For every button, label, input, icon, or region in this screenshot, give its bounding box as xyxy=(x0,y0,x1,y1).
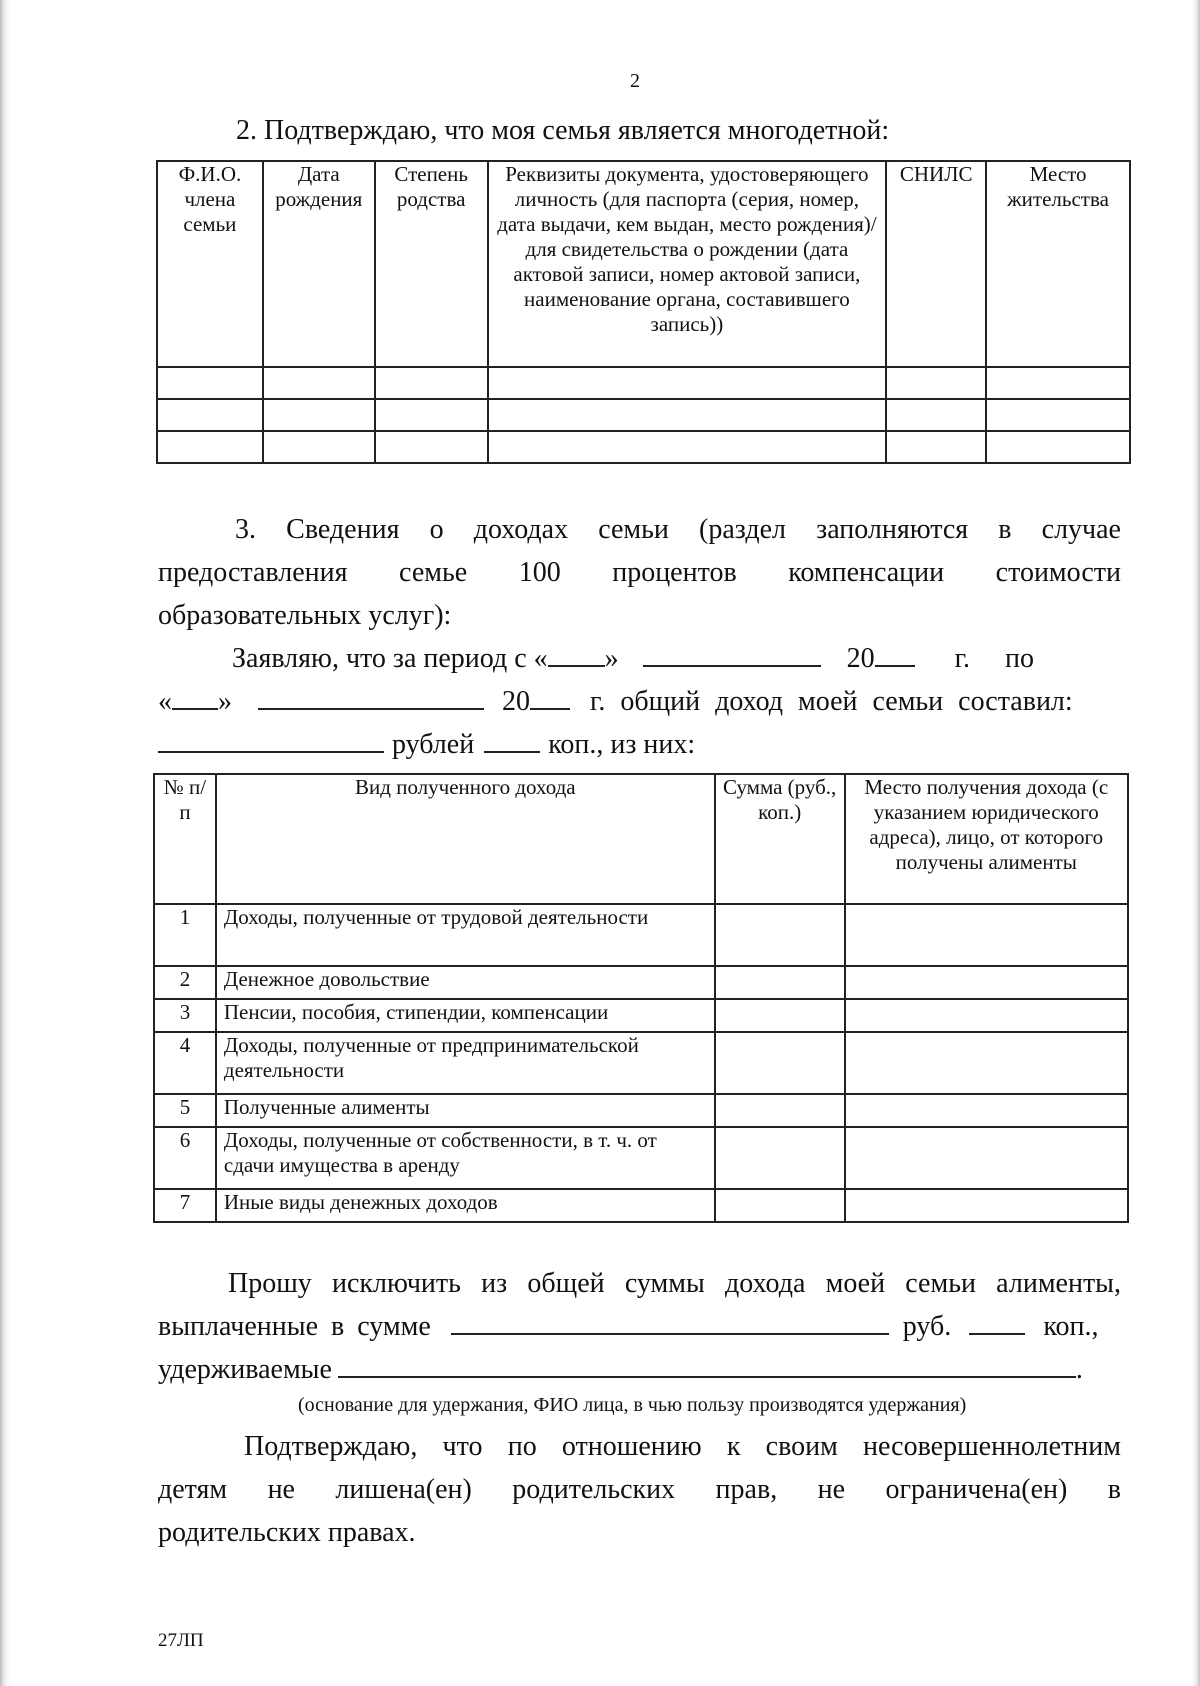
confirm-line3: родительских правах. xyxy=(158,1517,416,1548)
table-row xyxy=(154,904,1128,966)
cell[interactable] xyxy=(263,367,375,399)
place-cell[interactable] xyxy=(845,999,1128,1032)
row-number: 2 xyxy=(154,966,216,999)
total-kopecks-blank[interactable] xyxy=(484,723,540,753)
confirm-line1: Подтверждаю, что по отношению к своим несовершеннолетним xyxy=(244,1431,1121,1462)
table-row xyxy=(154,1094,1128,1127)
cell[interactable] xyxy=(986,399,1130,431)
period-to-month-blank[interactable] xyxy=(258,680,484,710)
col-sum: Сумма (руб., коп.) xyxy=(715,774,845,904)
col-birthdate: Дата рождения xyxy=(263,161,375,367)
cell[interactable] xyxy=(263,431,375,463)
page-number: 2 xyxy=(630,70,640,92)
income-type-label: Доходы, полученные от трудовой деятельности xyxy=(216,904,715,966)
period-from-label: Заявляю, что за период с « xyxy=(232,643,548,674)
table-row xyxy=(157,399,1130,431)
cell[interactable] xyxy=(375,367,488,399)
alimony-line1: Прошу исключить из общей суммы дохода моей семьи алименты, xyxy=(228,1268,1121,1299)
table-header-row xyxy=(154,774,1128,904)
rubles-label: рублей xyxy=(392,729,475,760)
place-cell[interactable] xyxy=(845,1032,1128,1094)
cell[interactable] xyxy=(157,367,263,399)
cell[interactable] xyxy=(157,399,263,431)
cell[interactable] xyxy=(886,431,986,463)
confirm-line2: детям не лишена(ен) родительских прав, не ограничена(ен) в xyxy=(158,1474,1121,1505)
year-prefix: 20 xyxy=(846,643,875,674)
col-income-place: Место получения дохода (с указанием юридического адреса), лицо, от которого получены алименты xyxy=(845,774,1128,904)
withheld-caption: (основание для удержания, ФИО лица, в чью пользу производятся удержания) xyxy=(298,1394,967,1416)
alimony-amount-label: выплаченные в сумме xyxy=(158,1311,431,1342)
table-row xyxy=(157,367,1130,399)
income-table xyxy=(153,773,1129,1223)
quote-open: « xyxy=(158,686,172,717)
section3-line1: 3. Сведения о доходах семьи (раздел заполняются в случае xyxy=(235,514,1121,545)
sum-cell[interactable] xyxy=(715,1189,845,1222)
rubles-label: руб. xyxy=(902,1311,952,1342)
place-cell[interactable] xyxy=(845,1094,1128,1127)
period-to-year-blank[interactable] xyxy=(530,680,570,710)
table-row xyxy=(154,1189,1128,1222)
footer-code: 27ЛП xyxy=(158,1630,204,1651)
col-relation: Степень родства xyxy=(375,161,488,367)
table-row xyxy=(154,999,1128,1032)
sum-cell[interactable] xyxy=(715,904,845,966)
cell[interactable] xyxy=(375,431,488,463)
kopecks-label: коп., xyxy=(1043,1311,1099,1342)
place-cell[interactable] xyxy=(845,904,1128,966)
cell[interactable] xyxy=(488,431,887,463)
period-mark: . xyxy=(1075,1354,1083,1385)
income-type-label: Доходы, полученные от предпринимательской деятельности xyxy=(216,1032,715,1094)
withheld-label: удерживаемые xyxy=(158,1354,332,1385)
period-line-2 xyxy=(158,680,1073,723)
sum-cell[interactable] xyxy=(715,966,845,999)
table-row xyxy=(154,1127,1128,1189)
year-prefix: 20 xyxy=(502,686,530,717)
quote-close: » xyxy=(218,686,232,717)
row-number: 3 xyxy=(154,999,216,1032)
section3-line3: образовательных услуг): xyxy=(158,600,452,631)
cell[interactable] xyxy=(488,399,887,431)
quote-close: » xyxy=(604,643,619,674)
table-row xyxy=(157,431,1130,463)
period-line-3 xyxy=(158,723,695,766)
income-type-label: Пенсии, пособия, стипендии, компенсации xyxy=(216,999,715,1032)
row-number: 5 xyxy=(154,1094,216,1127)
col-document: Реквизиты документа, удостоверяющего личность (для паспорта (серия, номер, дата выдачи, кем выдан, место рождения)/для свидетельства о рождении (дата актовой записи, номер актовой записи, наименование органа, составившего запись)) xyxy=(488,161,887,367)
period-from-month-blank[interactable] xyxy=(643,637,821,667)
scan-edge-right xyxy=(1191,0,1200,1686)
kopecks-label: коп., из них: xyxy=(548,729,696,760)
alimony-line2 xyxy=(158,1305,1098,1348)
cell[interactable] xyxy=(986,431,1130,463)
income-type-label: Денежное довольствие xyxy=(216,966,715,999)
section3-line2: предоставления семье 100 процентов компенсации стоимости xyxy=(158,557,1121,588)
cell[interactable] xyxy=(157,431,263,463)
income-type-label: Доходы, полученные от собственности, в т. ч. от сдачи имущества в аренду xyxy=(216,1127,715,1189)
row-number: 1 xyxy=(154,904,216,966)
period-from-year-blank[interactable] xyxy=(875,637,915,667)
period-line-1 xyxy=(232,637,1034,680)
period-to-label: г. по xyxy=(954,643,1034,674)
total-rubles-blank[interactable] xyxy=(158,723,384,753)
table-row xyxy=(154,1032,1128,1094)
col-fio: Ф.И.О. члена семьи xyxy=(157,161,263,367)
cell[interactable] xyxy=(886,367,986,399)
col-snils: СНИЛС xyxy=(886,161,986,367)
section2-title: 2. Подтверждаю, что моя семья является многодетной: xyxy=(236,115,890,146)
place-cell[interactable] xyxy=(845,1189,1128,1222)
col-num: № п/п xyxy=(154,774,216,904)
income-type-label: Полученные алименты xyxy=(216,1094,715,1127)
sum-cell[interactable] xyxy=(715,999,845,1032)
table-header-row xyxy=(157,161,1130,367)
table-row xyxy=(154,966,1128,999)
place-cell[interactable] xyxy=(845,1127,1128,1189)
income-type-label: Иные виды денежных доходов xyxy=(216,1189,715,1222)
period-from-day-blank[interactable] xyxy=(548,637,605,667)
alimony-kopecks-blank[interactable] xyxy=(969,1305,1025,1335)
alimony-rubles-blank[interactable] xyxy=(451,1305,889,1335)
cell[interactable] xyxy=(263,399,375,431)
cell[interactable] xyxy=(488,367,887,399)
sum-cell[interactable] xyxy=(715,1094,845,1127)
row-number: 4 xyxy=(154,1032,216,1094)
cell[interactable] xyxy=(986,367,1130,399)
period-to-day-blank[interactable] xyxy=(172,680,218,710)
cell[interactable] xyxy=(375,399,488,431)
row-number: 7 xyxy=(154,1189,216,1222)
col-income-type: Вид полученного дохода xyxy=(216,774,715,904)
scan-edge-left xyxy=(0,0,10,1686)
alimony-line3 xyxy=(158,1348,1083,1391)
place-cell[interactable] xyxy=(845,966,1128,999)
sum-cell[interactable] xyxy=(715,1032,845,1094)
col-residence: Место жительства xyxy=(986,161,1130,367)
family-members-table xyxy=(156,160,1131,464)
sum-cell[interactable] xyxy=(715,1127,845,1189)
withheld-blank[interactable] xyxy=(338,1348,1076,1378)
total-income-label: г. общий доход моей семьи составил: xyxy=(590,686,1073,717)
cell[interactable] xyxy=(886,399,986,431)
row-number: 6 xyxy=(154,1127,216,1189)
